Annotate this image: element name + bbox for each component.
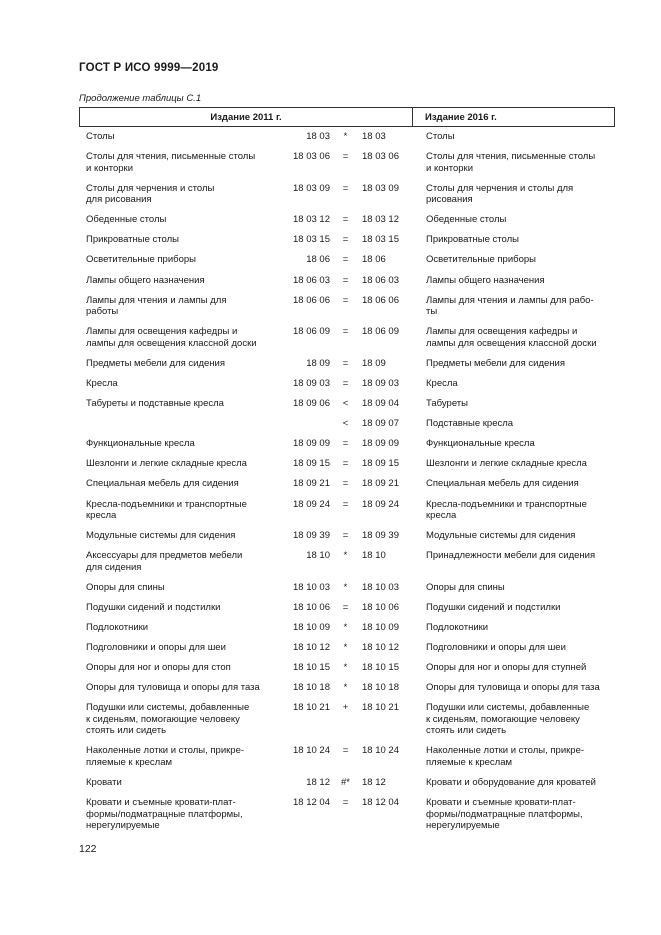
correspondence-sign: * [343,662,348,674]
new-item-name: Обеденные столы [426,214,507,226]
correspondence-sign: < [342,398,349,410]
table-row [79,438,615,458]
new-item-code: 18 06 06 [362,294,399,306]
new-item-code: 18 06 [362,254,386,266]
new-item-name: Принадлежности мебели для сидения [426,550,596,562]
correspondence-sign: = [342,377,349,389]
new-item-code: 18 09 07 [362,418,399,430]
old-item-code: 18 10 03 [293,581,330,593]
correspondence-sign: = [342,745,349,757]
old-item-name: Столы [86,131,115,142]
old-item-name: Кровати [86,777,122,789]
new-item-name: Опоры для ног и опоры для ступней [426,662,587,674]
old-item-code: 18 10 09 [293,621,330,633]
new-item-name: Опоры для спины [426,581,505,593]
new-item-code: 18 10 09 [362,621,399,633]
new-item-name: Кровати и съемные кровати-плат- формы/подматрацные платформы, нерегулируемые [426,797,583,832]
new-item-code: 18 06 09 [362,326,399,338]
old-item-code: 18 10 21 [293,702,330,714]
new-item-code: 18 09 15 [362,458,399,470]
new-item-name: Столы [426,131,455,142]
new-item-code: 18 12 04 [362,797,399,809]
new-item-code: 18 10 03 [362,581,399,593]
old-item-name: Опоры для туловища и опоры для таза [86,682,260,694]
old-item-code: 18 10 18 [293,682,330,694]
table-row [79,550,615,582]
new-item-name: Табуреты [426,398,468,410]
table-row [79,295,615,327]
new-item-code: 18 09 03 [362,377,399,389]
correspondence-sign: + [342,702,349,714]
old-item-name: Специальная мебель для сидения [86,478,239,490]
correspondence-sign: = [342,326,349,338]
new-item-code: 18 10 12 [362,642,399,654]
table-row [79,797,615,840]
old-item-name: Лампы общего назначения [86,274,205,286]
correspondence-sign: = [342,357,349,369]
old-item-code: 18 09 15 [293,458,330,470]
new-item-name: Кровати и оборудование для кроватей [426,777,596,789]
correspondence-sign: = [342,234,349,246]
table-row [79,662,615,682]
comparison-table [79,107,615,840]
new-item-code: 18 09 04 [362,398,399,410]
new-item-name: Наколенные лотки и столы, прикре- пляемые к креслам [426,745,585,768]
new-item-code: 18 03 06 [362,151,399,163]
new-item-code: 18 10 21 [362,702,399,714]
table-row [79,234,615,254]
correspondence-sign: = [342,797,349,809]
new-item-code: 18 10 06 [362,601,399,613]
new-item-name: Подлокотники [426,621,489,633]
new-item-name: Осветительные приборы [426,254,536,266]
new-item-code: 18 03 [362,131,386,142]
new-item-code: 18 12 [362,777,386,789]
correspondence-sign: = [342,214,349,226]
table-row [79,378,615,398]
table-row [79,642,615,662]
old-item-code: 18 09 39 [293,530,330,542]
old-item-code: 18 06 06 [293,294,330,306]
old-item-name: Наколенные лотки и столы, прикре- пляемые к креслам [86,745,245,768]
old-item-code: 18 09 21 [293,478,330,490]
new-item-name: Лампы для освещения кафедры и лампы для освещения классной доски [426,326,597,349]
table-row [79,326,615,358]
table-row [79,358,615,378]
correspondence-sign: = [342,458,349,470]
table-row [79,458,615,478]
old-item-code: 18 03 06 [293,151,330,163]
new-item-code: 18 10 15 [362,662,399,674]
new-item-name: Подушки сидений и подстилки [426,601,561,613]
old-item-name: Подлокотники [86,621,149,633]
old-item-code: 18 09 24 [293,498,330,510]
new-item-code: 18 06 03 [362,274,399,286]
table-row [79,682,615,702]
old-item-name: Предметы мебели для сидения [86,357,225,369]
new-item-name: Подставные кресла [426,418,514,430]
correspondence-sign: = [342,498,349,510]
table-row [79,418,615,438]
page-number: 122 [79,843,97,855]
table-row [79,214,615,234]
new-item-code: 18 09 24 [362,498,399,510]
correspondence-sign: = [342,182,349,194]
new-item-name: Столы для чтения, письменные столы и конторки [426,151,596,174]
old-item-name: Осветительные приборы [86,254,196,266]
old-item-name: Подушки сидений и подстилки [86,601,221,613]
column-header-2016: Издание 2016 г. [425,111,497,123]
new-item-code: 18 09 [362,357,386,369]
table-row [79,702,615,745]
correspondence-sign: = [342,530,349,542]
table-caption: Продолжение таблицы С.1 [79,93,202,104]
old-item-code: 18 12 04 [293,797,330,809]
old-item-code: 18 06 09 [293,326,330,338]
new-item-name: Лампы для чтения и лампы для рабо- ты [426,294,594,318]
new-item-name: Кресла [426,377,458,389]
new-item-name: Опоры для туловища и опоры для таза [426,682,600,694]
old-item-code: 18 06 [306,254,330,266]
correspondence-sign: * [343,550,348,562]
new-item-name: Прикроватные столы [426,234,519,246]
old-item-name: Шезлонги и легкие складные кресла [86,458,247,470]
table-row [79,131,615,151]
old-item-code: 18 10 15 [293,662,330,674]
old-item-code: 18 09 09 [293,438,330,450]
new-item-code: 18 09 39 [362,530,399,542]
old-item-name: Столы для чтения, письменные столы и конторки [86,151,256,174]
old-item-code: 18 03 09 [293,182,330,194]
old-item-code: 18 09 03 [293,377,330,389]
table-row [79,582,615,602]
new-item-code: 18 03 15 [362,234,399,246]
table-row [79,254,615,274]
table-row [79,602,615,622]
table-row [79,151,615,183]
old-item-name: Опоры для спины [86,581,165,593]
table-row [79,622,615,642]
new-item-name: Специальная мебель для сидения [426,478,579,490]
old-item-name: Прикроватные столы [86,234,179,246]
new-item-code: 18 10 18 [362,682,399,694]
old-item-name: Кровати и съемные кровати-плат- формы/подматрацные платформы, нерегулируемые [86,797,243,832]
correspondence-sign: #* [341,777,350,789]
new-item-code: 18 03 12 [362,214,399,226]
table-row [79,777,615,797]
correspondence-sign: = [342,438,349,450]
old-item-code: 18 10 06 [293,601,330,613]
old-item-name: Лампы для освещения кафедры и лампы для освещения классной доски [86,326,257,349]
old-item-code: 18 03 15 [293,234,330,246]
correspondence-sign: * [343,581,348,593]
correspondence-sign: < [342,418,349,430]
old-item-name: Подголовники и опоры для шеи [86,642,226,654]
old-item-code: 18 09 06 [293,398,330,410]
new-item-code: 18 10 [362,550,386,562]
old-item-name: Опоры для ног и опоры для стоп [86,662,231,674]
table-row [79,499,615,531]
correspondence-sign: * [343,621,348,633]
correspondence-sign: = [342,151,349,163]
old-item-name: Модульные системы для сидения [86,530,236,542]
table-row [79,478,615,498]
new-item-code: 18 09 21 [362,478,399,490]
old-item-name: Кресла-подъемники и транспортные кресла [86,498,247,521]
new-item-code: 18 10 24 [362,745,399,757]
old-item-name: Кресла [86,377,118,389]
column-header-2011: Издание 2011 г. [80,108,413,126]
new-item-code: 18 03 09 [362,182,399,194]
new-item-name: Кресла-подъемники и транспортные кресла [426,498,587,521]
old-item-code: 18 03 [306,131,330,142]
old-item-code: 18 09 [306,357,330,369]
old-item-name: Подушки или системы, добавленные к сиденьям, помогающие человеку стоять или сидеть [86,702,250,737]
table-row [79,275,615,295]
correspondence-sign: = [342,601,349,613]
correspondence-sign: * [343,642,348,654]
new-item-name: Предметы мебели для сидения [426,357,565,369]
document-header: ГОСТ Р ИСО 9999—2019 [79,62,219,74]
old-item-name: Лампы для чтения и лампы для работы [86,294,227,318]
correspondence-sign: = [342,294,349,306]
new-item-name: Модульные системы для сидения [426,530,576,542]
new-item-name: Столы для черчения и столы для рисования [426,182,574,206]
table-row [79,398,615,418]
table-row [79,745,615,777]
new-item-name: Лампы общего назначения [426,274,545,286]
correspondence-sign: = [342,478,349,490]
old-item-code: 18 10 24 [293,745,330,757]
old-item-code: 18 03 12 [293,214,330,226]
old-item-code: 18 12 [306,777,330,789]
correspondence-sign: * [343,131,348,142]
old-item-name: Обеденные столы [86,214,167,226]
old-item-code: 18 06 03 [293,274,330,286]
new-item-name: Шезлонги и легкие складные кресла [426,458,587,470]
old-item-name: Столы для черчения и столы для рисования [86,182,215,206]
table-body [79,131,615,840]
table-header [79,107,615,127]
old-item-name: Табуреты и подставные кресла [86,398,224,410]
new-item-name: Подголовники и опоры для шеи [426,642,566,654]
old-item-code: 18 10 [306,550,330,562]
correspondence-sign: * [343,682,348,694]
table-row [79,530,615,550]
old-item-name: Аксессуары для предметов мебели для сидения [86,550,243,573]
new-item-name: Подушки или системы, добавленные к сиденьям, помогающие человеку стоять или сидеть [426,702,590,737]
correspondence-sign: = [342,254,349,266]
table-row [79,183,615,215]
new-item-name: Функциональные кресла [426,438,535,450]
old-item-code: 18 10 12 [293,642,330,654]
correspondence-sign: = [342,274,349,286]
new-item-code: 18 09 09 [362,438,399,450]
old-item-name: Функциональные кресла [86,438,195,450]
